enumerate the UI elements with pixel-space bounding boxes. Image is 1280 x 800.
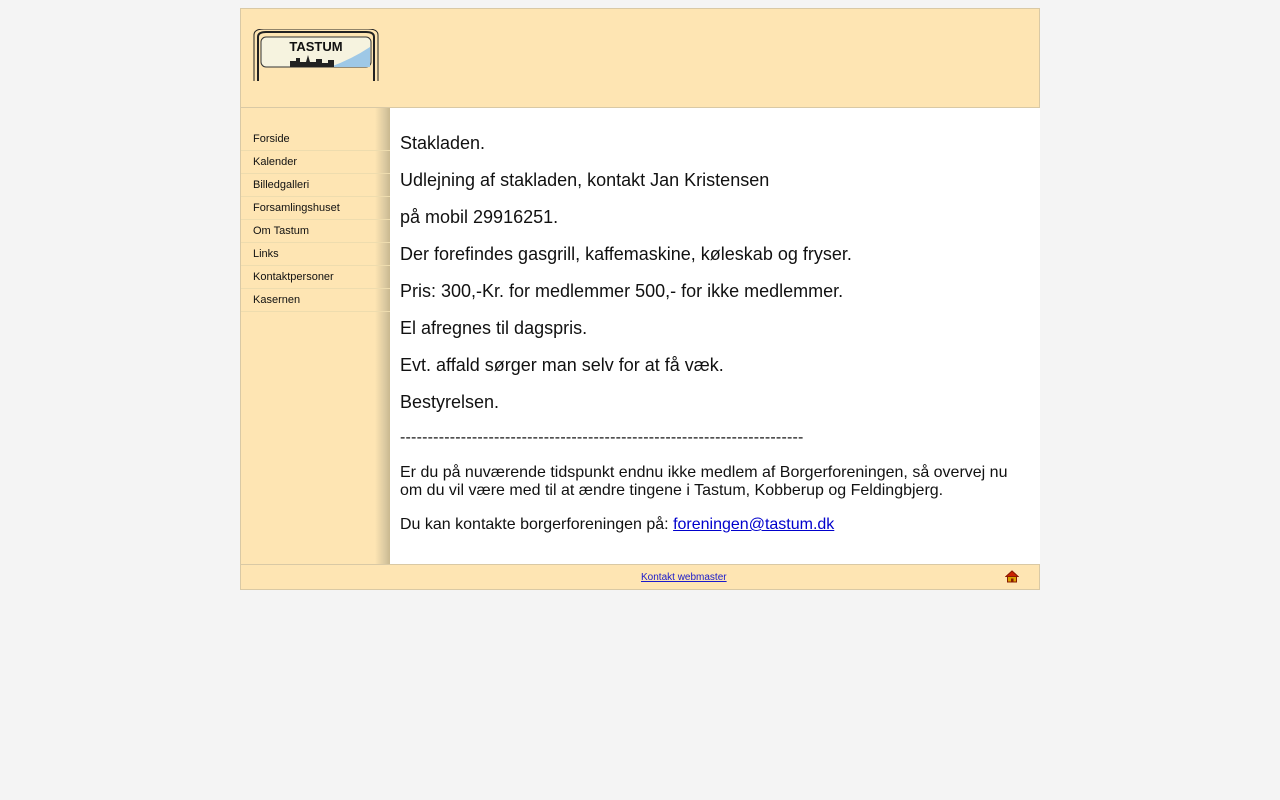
contact-email-link[interactable]: foreningen@tastum.dk [673,516,835,533]
membership-text: Er du på nuværende tidspunkt endnu ikke medlem af Borgerforeningen, så overvej nu om du vil være med til at ændre tingene i Tastum, Kobberup og Feldingbjerg. [400,464,1008,499]
content-line: på mobil 29916251. [400,207,559,227]
content-line: Pris: 300,-Kr. for medlemmer 500,- for ikke medlemmer. [400,281,844,301]
svg-text:TASTUM: TASTUM [289,39,343,54]
sidebar-item-forsamlingshuset[interactable]: Forsamlingshuset [241,197,390,220]
sidebar-item-links[interactable]: Links [241,243,390,266]
sidebar-item-kalender[interactable]: Kalender [241,151,390,174]
sidebar-item-billedgalleri[interactable]: Billedgalleri [241,174,390,197]
page-wrapper [240,8,1040,590]
content-divider: ------------------------------------------------------------------------- [400,429,804,446]
content-line: Udlejning af stakladen, kontakt Jan Kristensen [400,170,770,190]
main-area [240,108,1040,564]
sidebar-item-kasernen[interactable]: Kasernen [241,289,390,312]
header [240,8,1040,108]
sidebar-menu [241,108,390,312]
content-line: Bestyrelsen. [400,392,500,412]
sidebar-item-forside[interactable]: Forside [241,128,390,151]
home-icon[interactable] [1005,570,1019,583]
content-area [390,108,1040,564]
sidebar [240,108,390,564]
content-line: Evt. affald sørger man selv for at få væk. [400,355,724,375]
contact-line [400,516,1030,534]
sidebar-item-om-tastum[interactable]: Om Tastum [241,220,390,243]
content-heading: Stakladen. [400,133,486,153]
tastum-logo[interactable] [252,29,380,83]
contact-prefix: Du kan kontakte borgerforeningen på: [400,516,674,533]
footer [240,564,1040,590]
content-line: El afregnes til dagspris. [400,318,588,338]
webmaster-link[interactable]: Kontakt webmaster [641,572,727,583]
content-line: Der forefindes gasgrill, kaffemaskine, køleskab og fryser. [400,244,852,264]
sidebar-item-kontaktpersoner[interactable]: Kontaktpersoner [241,266,390,289]
